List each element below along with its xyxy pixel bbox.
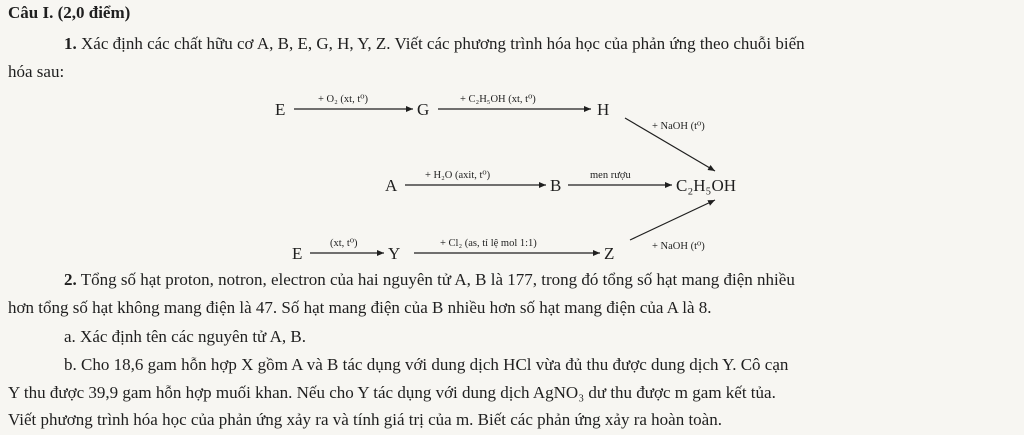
label-ethanol-ester: + C₂H₅OH (xt, t⁰) <box>460 94 536 105</box>
label-o2: + O₂ (xt, t⁰) <box>318 94 368 105</box>
label-cl2: + Cl₂ (as, tỉ lệ mol 1:1) <box>440 238 537 249</box>
species-z: Z <box>604 244 615 263</box>
species-ethanol: C₂H₅OH <box>676 176 737 195</box>
arrow-z-to-ethanol <box>630 200 715 240</box>
question-1-text: Xác định các chất hữu cơ A, B, E, G, H, Y, Z. Viết các phương trình hóa học của phản ứng theo chuỗi biến <box>81 34 805 53</box>
question-2-number: 2. <box>64 270 77 289</box>
question-1-number: 1. <box>64 34 77 53</box>
question-2-part-a: a. Xác định tên các nguyên tử A, B. <box>64 327 306 346</box>
species-h: H <box>597 100 610 119</box>
question-2-line-1 <box>64 270 795 290</box>
label-men-ruou: men rượu <box>590 170 631 181</box>
question-2-text: Tổng số hạt proton, notron, electron của hai nguyên tử A, B là 177, trong đó tổng số hạt mang điện nhiều <box>80 270 795 289</box>
question-2-part-b-line-3: Viết phương trình hóa học của phản ứng xảy ra và tính giá trị của m. Biết các phản ứng xảy ra hoàn toàn. <box>8 410 722 429</box>
label-h2o: + H₂O (axit, t⁰) <box>425 170 491 181</box>
question-1-line-2: hóa sau: <box>8 62 65 81</box>
label-xt: (xt, t⁰) <box>330 238 358 249</box>
question-2-line-2: hơn tổng số hạt không mang điện là 47. Số hạt mang điện của B nhiều hơn số hạt mang điện của A là 8. <box>8 298 712 317</box>
species-e-row3: E <box>292 244 303 263</box>
question-2-part-b-line-1: b. Cho 18,6 gam hỗn hợp X gồm A và B tác dụng với dung dịch HCl vừa đủ thu được dung dịch Y. Cô cạn <box>64 355 789 374</box>
species-g: G <box>417 100 430 119</box>
species-b: B <box>550 176 562 195</box>
species-e-row1: E <box>275 100 286 119</box>
species-y: Y <box>388 244 401 263</box>
question-2-part-b-line-2: Y thu được 39,9 gam hỗn hợp muối khan. Nếu cho Y tác dụng với dung dịch AgNO₃ dư thu được m gam kết tủa. <box>8 383 776 402</box>
section-heading: Câu I. (2,0 điểm) <box>8 3 131 22</box>
label-naoh-h: + NaOH (t⁰) <box>652 121 705 132</box>
label-naoh-z: + NaOH (t⁰) <box>652 241 705 252</box>
species-a: A <box>385 176 398 195</box>
